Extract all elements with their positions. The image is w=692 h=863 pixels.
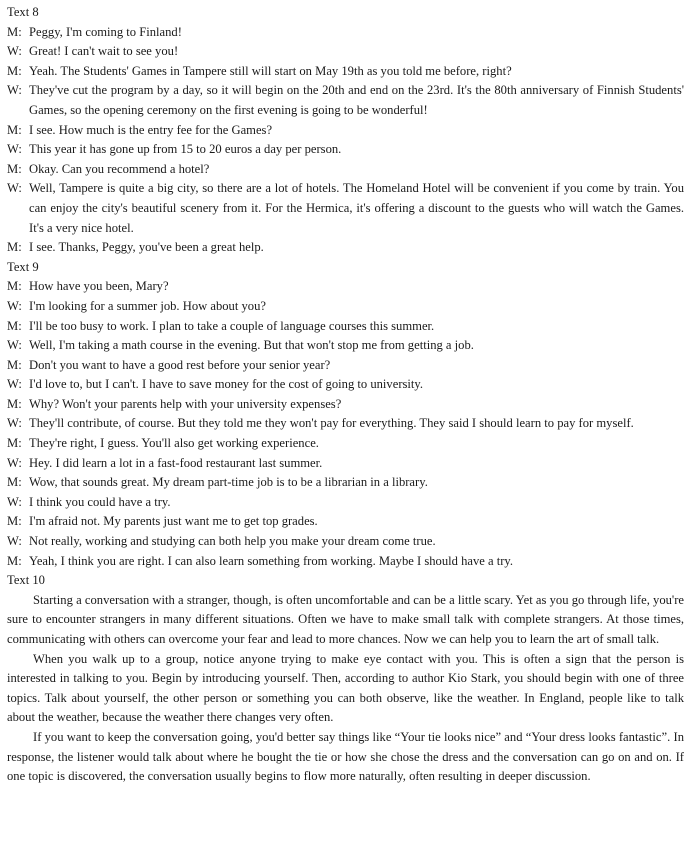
speaker-label: M: [7, 396, 22, 411]
dialogue-line [7, 121, 684, 141]
dialogue-text: Okay. Can you recommend a hotel? [29, 161, 210, 176]
dialogue-text: They're right, I guess. You'll also get working experience. [29, 436, 319, 451]
speaker-label: W: [7, 142, 22, 157]
speaker-label: W: [7, 455, 22, 470]
speaker-label: W: [7, 181, 22, 196]
dialogue-text: This year it has gone up from 15 to 20 euros a day per person. [29, 142, 342, 157]
dialogue-text: I'll be too busy to work. I plan to take a couple of language courses this summer. [29, 318, 435, 333]
dialogue-line [7, 238, 684, 258]
dialogue-text: Yeah, I think you are right. I can also learn something from working. Maybe I should have a try. [29, 553, 514, 568]
paragraph: When you walk up to a group, notice anyone trying to make eye contact with you. This is often a sign that the person is interested in talking to you. Begin by introducing yourself. Then, according to author Kio Stark, you should begin with one of three topics. Talk about yourself, the other person or something you can both observe, like the weather. In England, people like to talk about the weather, because the weather there changes very often. [7, 651, 684, 725]
dialogue-text: How have you been, Mary? [29, 279, 169, 294]
dialogue-text: Great! I can't wait to see you! [29, 44, 179, 59]
speaker-label: M: [7, 122, 22, 137]
dialogue-text: I see. Thanks, Peggy, you've been a great help. [29, 240, 264, 255]
dialogue-text: They'll contribute, of course. But they told me they won't pay for everything. They said I should learn to pay for myself. [29, 416, 634, 431]
dialogue-line [7, 454, 684, 474]
dialogue-line [7, 140, 684, 160]
dialogue-line [7, 297, 684, 317]
dialogue-text: Not really, working and studying can both help you make your dream come true. [29, 534, 436, 549]
dialogue-line [7, 42, 684, 62]
dialogue-line [7, 552, 684, 572]
dialogue-line [7, 473, 684, 493]
speaker-label: M: [7, 279, 22, 294]
speaker-label: M: [7, 161, 22, 176]
speaker-label: M: [7, 357, 22, 372]
speaker-label: W: [7, 338, 22, 353]
dialogue-line [7, 179, 684, 238]
dialogue-line [7, 434, 684, 454]
text9-heading: Text 9 [7, 259, 39, 274]
dialogue-text: They've cut the program by a day, so it will begin on the 20th and end on the 23rd. It's the 80th anniversary of Finnish Students' Games, so the opening ceremony on the first evening is going to be wonderful! [29, 83, 684, 117]
dialogue-line [7, 414, 684, 434]
dialogue-text: I'm looking for a summer job. How about you? [29, 298, 266, 313]
dialogue-line [7, 336, 684, 356]
speaker-label: W: [7, 534, 22, 549]
dialogue-line [7, 160, 684, 180]
speaker-label: M: [7, 553, 22, 568]
dialogue-text: I think you could have a try. [29, 494, 171, 509]
speaker-label: M: [7, 475, 22, 490]
dialogue-text: I'd love to, but I can't. I have to save money for the cost of going to university. [29, 377, 424, 392]
dialogue-text: Wow, that sounds great. My dream part-time job is to be a librarian in a library. [29, 475, 428, 490]
speaker-label: M: [7, 436, 22, 451]
dialogue-text: I'm afraid not. My parents just want me to get top grades. [29, 514, 318, 529]
dialogue-line [7, 81, 684, 120]
speaker-label: M: [7, 514, 22, 529]
speaker-label: W: [7, 494, 22, 509]
dialogue-line [7, 356, 684, 376]
dialogue-line [7, 23, 684, 43]
paragraph: Starting a conversation with a stranger, though, is often uncomfortable and can be a little scary. Yet as you go through life, you're sure to encounter strangers in many different situations. Often we have to make small talk with complete strangers. At those times, communicating with others can overcome your fear and lead to more chances. Now we can help you to learn the art of small talk. [7, 592, 684, 646]
text8-section [7, 3, 684, 258]
text9-section [7, 258, 684, 572]
text10-section [7, 571, 684, 787]
dialogue-text: Hey. I did learn a lot in a fast-food restaurant last summer. [29, 455, 323, 470]
dialogue-text: Peggy, I'm coming to Finland! [29, 24, 182, 39]
speaker-label: M: [7, 240, 22, 255]
speaker-label: W: [7, 44, 22, 59]
dialogue-line [7, 395, 684, 415]
dialogue-text: Well, I'm taking a math course in the evening. But that won't stop me from getting a job. [29, 338, 474, 353]
dialogue-text: Yeah. The Students' Games in Tampere still will start on May 19th as you told me before, right? [29, 63, 512, 78]
speaker-label: M: [7, 63, 22, 78]
dialogue-line [7, 277, 684, 297]
dialogue-line [7, 317, 684, 337]
dialogue-line [7, 375, 684, 395]
speaker-label: W: [7, 83, 22, 98]
dialogue-line [7, 62, 684, 82]
text8-heading: Text 8 [7, 5, 39, 19]
speaker-label: W: [7, 298, 22, 313]
dialogue-text: Why? Won't your parents help with your university expenses? [29, 396, 342, 411]
dialogue-text: Don't you want to have a good rest before your senior year? [29, 357, 331, 372]
paragraph: If you want to keep the conversation going, you'd better say things like “Your tie looks nice” and “Your dress looks fantastic”. In response, the listener would talk about where he bought the tie or how she chose the dress and the conversation can go on and on. If one topic is discovered, the conversation usually begins to flow more naturally, often resulting in deeper discussion. [7, 729, 684, 784]
text10-heading: Text 10 [7, 573, 45, 588]
speaker-label: W: [7, 416, 22, 431]
dialogue-line [7, 493, 684, 513]
dialogue-line [7, 512, 684, 532]
dialogue-line [7, 532, 684, 552]
dialogue-text: I see. How much is the entry fee for the Games? [29, 122, 273, 137]
dialogue-text: Well, Tampere is quite a big city, so there are a lot of hotels. The Homeland Hotel will be convenient if you come by train. You can enjoy the city's beautiful scenery from it. For the Hermica, it's offering a discount to the guests who will watch the Games. It's a very nice hotel. [29, 181, 684, 235]
speaker-label: M: [7, 318, 22, 333]
speaker-label: W: [7, 377, 22, 392]
speaker-label: M: [7, 24, 22, 39]
